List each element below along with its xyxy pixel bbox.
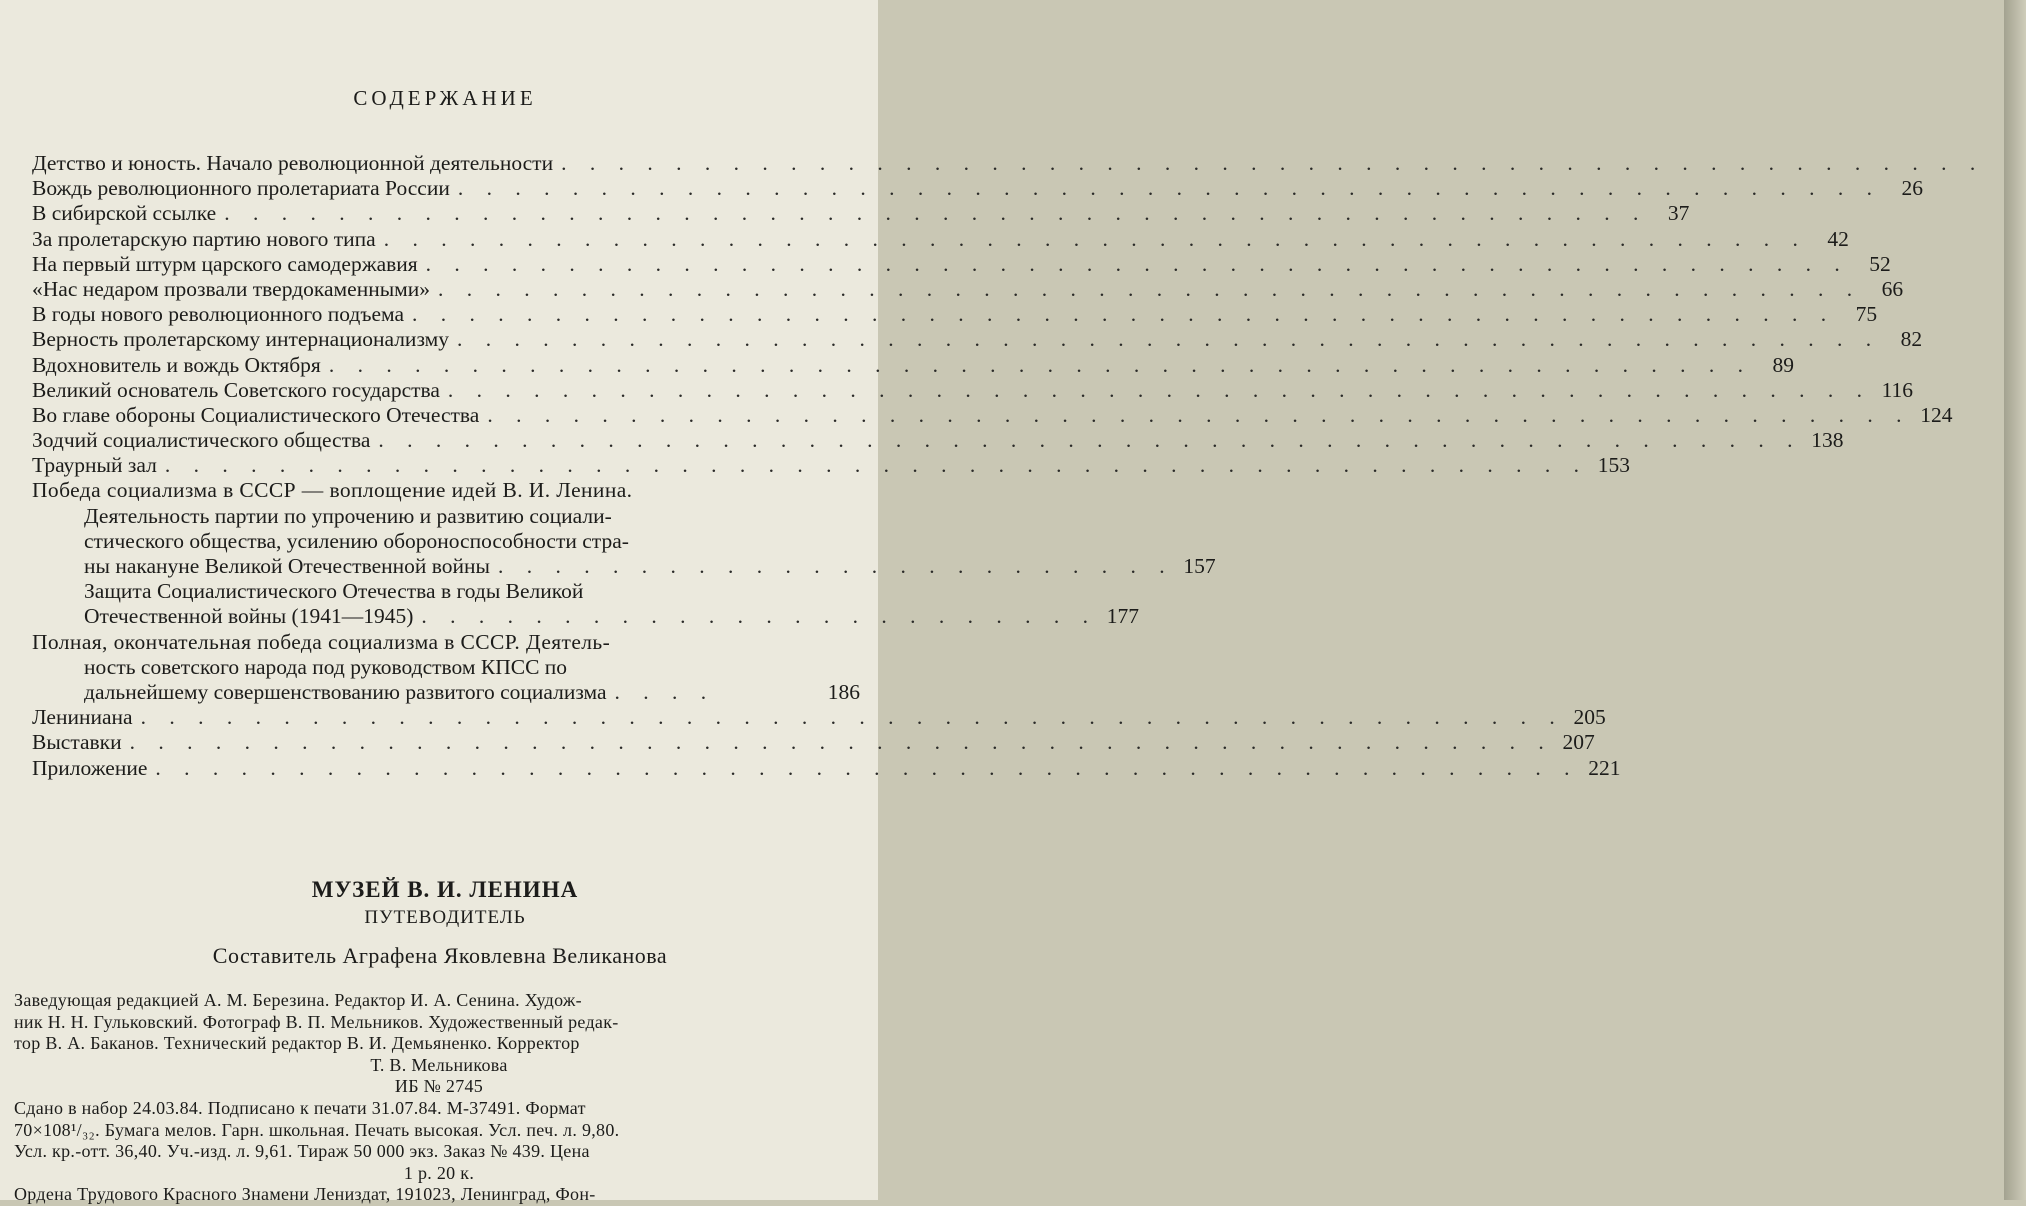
toc-entry-title: Зодчий социалистического общества [32,428,371,453]
toc-entry-line: ность советского народа под руководством КПСС по [84,654,568,679]
toc-leader-dots: . . . . . . . . . . . . . . . . . . . . . . . . . . . . . . . . . . . . . . . . . . . . . . . . . . [456,327,1881,352]
toc-entry-page: 186 [827,679,860,704]
toc-sub-line: Деятельность партии по упрочению и развитию социали- [84,503,612,528]
toc-entry-page: 153 [1597,453,1630,478]
toc-entry-title: Великий основатель Советского государства [32,377,440,402]
toc-leader-dots: . . . . . . . . . . . . . . . . . . . . . . . . [498,554,1174,578]
toc-entry [32,302,1878,327]
toc-leader-dots: . . . . . . . . . . . . . . . . . . . . . . . . . . . . . . . . . . . . . . . . . . . . . . . . . . [378,428,1802,453]
toc-entry [32,705,1606,730]
credits-line: Заведующая редакцией А. М. Березина. Редактор И. А. Сенина. Худож- [14,990,582,1010]
imprint-line: 70×108¹/₃₂. Бумага мелов. Гарн. школьная. Печать высокая. Усл. печ. л. 9,80. [14,1119,620,1140]
credits-block [14,990,864,1206]
toc-entry-title: Лениниана [32,705,133,730]
toc-section-heading: Победа социализма в СССР — воплощение идей В. И. Ленина. [32,478,633,503]
publisher-line: Ордена Трудового Красного Знамени Лениздат, 191023, Ленинград, Фон- [14,1184,596,1205]
toc-leader-dots: . . . . . . . . . . . . . . . . . . . . . . . . . . . . . . . . . . . . . . . . . . . . . . . . . . [129,730,1553,755]
toc-entry-title: Траурный зал [32,453,157,478]
toc-leader-dots: . . . . . . . . . . . . . . . . . . . . . . . . . . . . . . . . . . . . . . . . . . . . . . . . . . [155,755,1579,780]
toc-entry-title: «Нас недаром прозвали твердокаменными» [32,276,431,301]
toc-entry-page: 66 [1881,276,1904,301]
toc-leader-dots: . . . . . . . . . . . . . . . . . . . . . . . . . . . . . . . . . . . . . . . . . . . . . . . . . . [425,251,1849,276]
toc-entry-page: 221 [1588,755,1621,780]
toc-leader-dots: . . . . . . . . . . . . . . . . . . . . . . . . . . . . . . . . . . . . . . . . . . . . . . . . . . [457,176,1881,201]
toc-entry-page: 52 [1869,251,1891,276]
toc-entry-title: В годы нового революционного подъема [32,302,405,327]
toc-entry-title: дальнейшему совершенствованию развитого социализма [84,679,607,704]
compiler-line: Составитель Аграфена Яковлевна Великанова [212,943,668,968]
table-of-contents [32,151,1985,781]
toc-sub-entry [32,554,1216,579]
credits-line: ник Н. Н. Гульковский. Фотограф В. П. Мельников. Художественный редак- [14,1011,619,1032]
toc-sub-line: Защита Социалистического Отечества в годы Великой [84,579,584,604]
toc-leader-dots: . . . . . . . . . . . . . . . . . . . . . . . . . . . . . . . . . . . . . . . . . . . . . . . . . . [447,377,1872,402]
toc-entry [32,730,1595,755]
toc-entry-title: В сибирской ссылке [32,201,217,226]
toc-entry [32,327,1923,352]
toc-entry-title: ны накануне Великой Отечественной войны [84,554,491,578]
toc-entry-page: 124 [1920,402,1953,427]
toc-entry-title: На первый штурм царского самодержавия [32,251,418,276]
ib-number: ИБ № 2745 [394,1076,484,1097]
toc-leader-dots: . . . . . . . . . . . . . . . . . . . . . . . . . . . . . . . . . . . . . . . . . . . . . . . . . . [487,402,1911,427]
toc-entry [32,251,1891,277]
imprint-line: Сдано в набор 24.03.84. Подписано к печати 31.07.84. М-37491. Формат [14,1097,586,1118]
toc-entry-title: Вдохновитель и вождь Октября [32,352,321,377]
toc-section-entry [32,478,1216,629]
toc-entry-page: 138 [1811,428,1844,453]
toc-entry [32,201,1690,226]
contents-heading: СОДЕРЖАНИЕ [353,86,537,110]
toc-entry-page: 26 [1901,176,1923,201]
toc-entry-title: За пролетарскую партию нового типа [32,226,376,251]
toc-entry-page: 205 [1573,705,1606,730]
toc-entry [32,755,1621,781]
toc-leader-dots: . . . . . . . . . . . . . . . . . . . . . . . . . . . . . . . . . . . . . . . . . . . . . . . . . . [561,151,1985,175]
toc-entry [32,453,1630,478]
toc-entry-title: Верность пролетарскому интернационализму [32,327,449,352]
book-subtitle: ПУТЕВОДИТЕЛЬ [364,907,526,928]
toc-entry [32,276,1904,302]
toc-leader-dots: . . . . . . . . . . . . . . . . . . . . . . . . . . . . . . . . . . . . . . . . . . . . . . . . . . [438,276,1862,301]
toc-entry-page: 82 [1900,327,1923,352]
imprint-line: Усл. кр.-отт. 36,40. Уч.-изд. л. 9,61. Тираж 50 000 экз. Заказ № 439. Цена [14,1141,590,1162]
toc-long-entry [32,630,860,706]
toc-tail-entries [32,705,1621,781]
toc-entry-title: Вождь революционного пролетариата России [32,176,450,201]
book-title: МУЗЕЙ В. И. ЛЕНИНА [311,877,579,902]
toc-leader-dots: . . . . . . . . . . . . . . . . . . . . . . . . . . . . . . . . . . . . . . . . . . . . . . . . . . [164,453,1588,478]
toc-entry-page: 157 [1183,554,1216,578]
toc-leader-dots: . . . . . . . . . . . . . . . . . . . . . . . . . . . . . . . . . . . . . . . . . . . . . . . . . . [224,201,1648,226]
credits-line: тор В. А. Баканов. Технический редактор В. И. Демьяненко. Корректор [14,1033,580,1054]
toc-entry-title: Детство и юность. Начало революционной деятельности [32,151,554,175]
page-edge [2004,0,2026,1200]
toc-entry-last-line [32,680,860,705]
toc-leader-dots: . . . . [614,679,716,704]
toc-leader-dots: . . . . . . . . . . . . . . . . . . . . . . . . . . . . . . . . . . . . . . . . . . . . . . . . . . [383,226,1807,251]
toc-entry-page: 207 [1562,730,1595,755]
toc-entry-page: 42 [1827,226,1849,251]
toc-simple-entries [32,151,1985,478]
toc-entry-page: 89 [1772,352,1794,377]
toc-leader-dots: . . . . . . . . . . . . . . . . . . . . . . . . . . . . . . . . . . . . . . . . . . . . . . . . . . [140,705,1564,730]
toc-entry-page: 75 [1855,302,1878,327]
toc-leader-dots: . . . . . . . . . . . . . . . . . . . . . . . . . . . . . . . . . . . . . . . . . . . . . . . . . . [412,302,1836,327]
toc-sub-entry [32,604,1140,629]
toc-entry [32,377,1914,403]
toc-entry [32,428,1844,453]
toc-entry-page: 37 [1667,201,1690,226]
toc-entry-title: Во главе обороны Социалистического Отечества [32,402,480,427]
toc-entry-title: Приложение [32,755,148,780]
toc-entry [32,226,1849,252]
toc-leader-dots: . . . . . . . . . . . . . . . . . . . . . . . . [421,604,1098,629]
credits-line: Т. В. Мельникова [370,1054,508,1075]
toc-entry-title: Отечественной войны (1941—1945) [84,604,414,629]
toc-sub-line: стического общества, усилению обороноспособности стра- [84,528,629,553]
toc-entry-page: 116 [1881,377,1914,402]
toc-entry [32,176,1923,201]
toc-entry [32,352,1794,378]
toc-entry [32,151,1985,176]
price: 1 р. 20 к. [403,1162,475,1183]
toc-entry [32,402,1953,428]
toc-entry-title: Выставки [32,730,122,755]
toc-entry-line: Полная, окончательная победа социализма в СССР. Деятель- [32,629,611,654]
toc-entry-page: 177 [1106,604,1140,629]
toc-leader-dots: . . . . . . . . . . . . . . . . . . . . . . . . . . . . . . . . . . . . . . . . . . . . . . . . . . [328,352,1752,377]
